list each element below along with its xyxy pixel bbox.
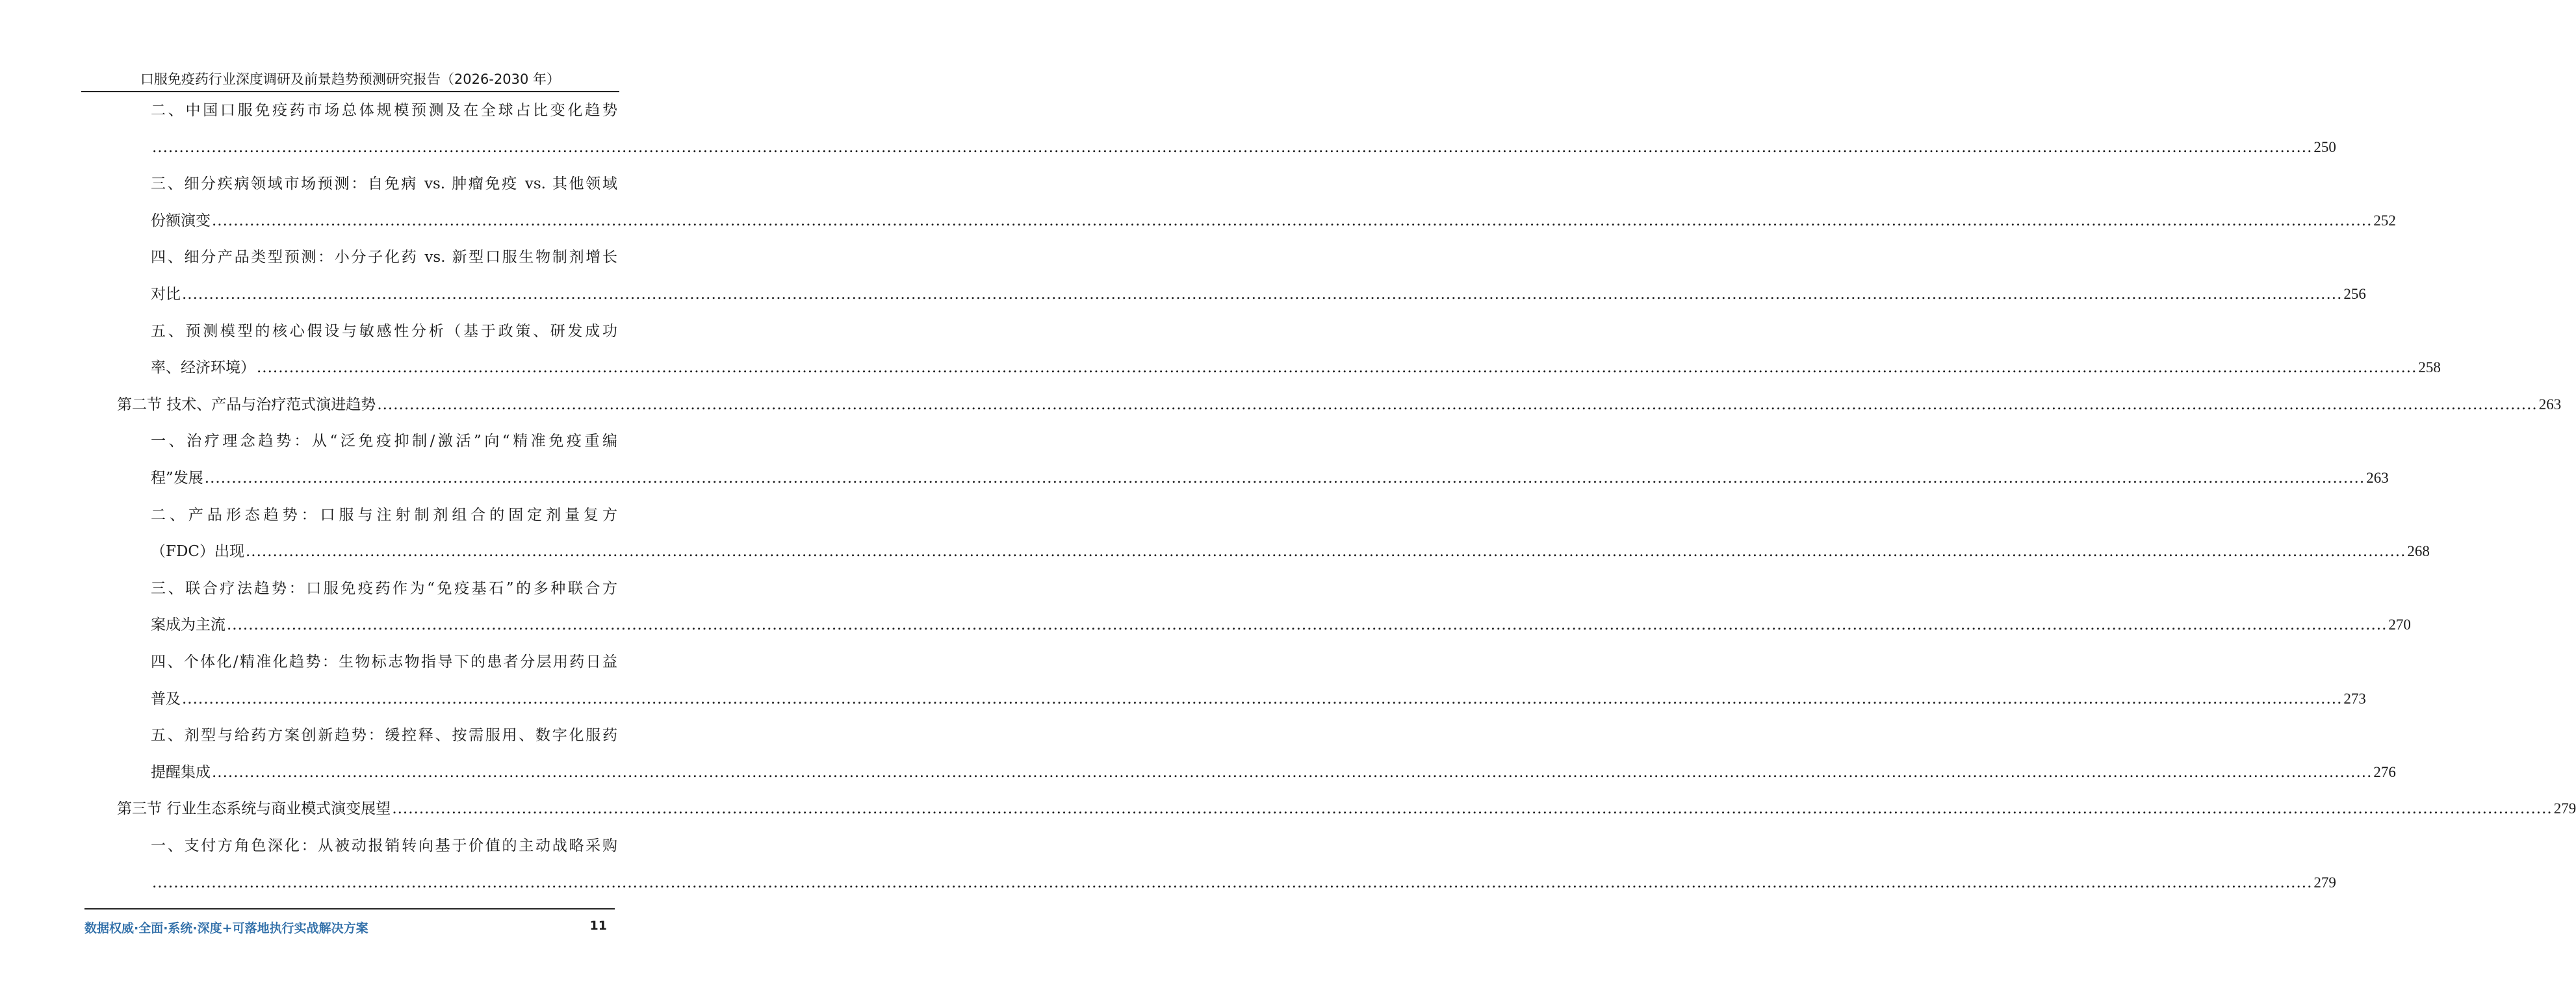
toc-entry-text: 五、预测模型的核心假设与敏感性分析（基于政策、研发成功 <box>151 322 617 340</box>
toc-entry-text: 对比 <box>151 286 181 303</box>
footer-divider <box>84 908 615 909</box>
toc-entry-text: 四、个体化/精准化趋势：生物标志物指导下的患者分层用药日益 <box>151 654 617 670</box>
page-number: 11 <box>589 919 607 933</box>
toc-entry-text: 二、产品形态趋势：口服与注射制剂组合的固定剂量复方 <box>151 506 617 524</box>
toc-leader-dots: ................................................................................................................................................................................................................................................................................................................................................................................................................ <box>377 396 2538 413</box>
toc-entry-text: 一、支付方角色深化：从被动报销转向基于价值的主动战略采购 <box>151 837 617 854</box>
footer-slogan: 数据权威·全面·系统·深度+可落地执行实战解决方案 <box>84 921 368 935</box>
toc-entry-text: 程”发展 <box>151 470 203 487</box>
toc-entry-text: 五、剂型与给药方案创新趋势：缓控释、按需服用、数字化服药 <box>151 727 617 744</box>
toc-entry[interactable] <box>151 756 2396 782</box>
toc-entry[interactable] <box>151 609 2411 635</box>
toc-page-number: 273 <box>2343 690 2366 707</box>
toc-entry-text: （FDC）出现 <box>151 543 244 561</box>
toc-page-number: 263 <box>2366 470 2389 486</box>
toc-entry-text: 份额演变 <box>151 212 211 229</box>
toc-leader-dots: ................................................................................................................................................................................................................................................................................................................................................................................................................ <box>182 690 2343 707</box>
toc-page-number: 276 <box>2373 763 2396 780</box>
toc-entry-line[interactable] <box>151 499 617 525</box>
toc-entry-line[interactable] <box>151 425 617 451</box>
toc-leader-dots: ................................................................................................................................................................................................................................................................................................................................................................................................................ <box>212 763 2373 781</box>
toc-entry-text: 四、细分产品类型预测：小分子化药 vs. 新型口服生物制剂增长 <box>151 249 617 266</box>
toc-entry-text: 率、经济环境） <box>151 359 255 377</box>
toc-entry-text: 普及 <box>151 690 181 707</box>
toc-entry-text: 三、细分疾病领域市场预测：自免病 vs. 肿瘤免疫 vs. 其他领域 <box>151 175 617 193</box>
toc-entry-line[interactable] <box>151 168 617 194</box>
toc-entry-line[interactable] <box>151 315 617 341</box>
toc-entry-line[interactable] <box>151 646 617 672</box>
toc-leader-dots: ................................................................................................................................................................................................................................................................................................................................................................................................................ <box>182 286 2343 303</box>
toc-leader-dots: ................................................................................................................................................................................................................................................................................................................................................................................................................ <box>227 617 2388 634</box>
toc-leader-dots: ................................................................................................................................................................................................................................................................................................................................................................................................................ <box>246 543 2406 561</box>
toc-page-number: 252 <box>2373 212 2396 229</box>
toc-leader-dots: ................................................................................................................................................................................................................................................................................................................................................................................................................ <box>204 470 2365 487</box>
toc-entry-text: 案成为主流 <box>151 617 225 634</box>
toc-entry[interactable] <box>151 867 2336 893</box>
toc-entry[interactable] <box>117 388 2562 414</box>
toc-leader-dots: ................................................................................................................................................................................................................................................................................................................................................................................................................ <box>152 138 2313 156</box>
toc-entry-line[interactable] <box>151 94 617 120</box>
toc-entry[interactable] <box>151 535 2430 561</box>
toc-entry[interactable] <box>151 131 2336 157</box>
toc-page-number: 268 <box>2407 543 2430 560</box>
toc-entry-line[interactable] <box>151 572 617 598</box>
toc-entry-text: 一、治疗理念趋势：从“泛免疫抑制/激活”向“精准免疫重编 <box>151 433 617 450</box>
toc-leader-dots: ................................................................................................................................................................................................................................................................................................................................................................................................................ <box>392 800 2553 818</box>
toc-page-number: 270 <box>2388 617 2411 633</box>
toc-page-number: 250 <box>2313 138 2336 155</box>
toc-entry-text: 二、中国口服免疫药市场总体规模预测及在全球占比变化趋势 <box>151 102 617 119</box>
toc-entry[interactable] <box>151 205 2396 231</box>
toc-entry-line[interactable] <box>151 830 617 856</box>
toc-entry-line[interactable] <box>151 719 617 745</box>
toc-entry[interactable] <box>151 683 2366 709</box>
report-title: 口服免疫药行业深度调研及前景趋势预测研究报告（2026-2030 年） <box>140 71 561 87</box>
toc-entry[interactable] <box>151 351 2441 377</box>
toc-entry-line[interactable] <box>151 241 617 267</box>
toc-page-number: 279 <box>2313 874 2336 891</box>
toc-entry-text: 第二节 技术、产品与治疗范式演进趋势 <box>117 396 376 413</box>
toc-page-number: 256 <box>2343 286 2366 302</box>
toc-entry[interactable] <box>151 462 2389 488</box>
toc-leader-dots: ................................................................................................................................................................................................................................................................................................................................................................................................................ <box>257 359 2417 377</box>
toc-entry[interactable] <box>151 278 2366 304</box>
toc-page-number: 263 <box>2538 396 2562 413</box>
toc-entry-text: 第三节 行业生态系统与商业模式演变展望 <box>117 800 391 818</box>
toc-page-number: 258 <box>2418 359 2441 376</box>
toc-entry-text: 提醒集成 <box>151 763 211 781</box>
toc-entry[interactable] <box>117 793 2576 819</box>
toc-page-number: 279 <box>2553 800 2576 817</box>
toc-entry-text: 三、联合疗法趋势：口服免疫药作为“免疫基石”的多种联合方 <box>151 579 617 597</box>
toc-leader-dots: ................................................................................................................................................................................................................................................................................................................................................................................................................ <box>152 874 2313 891</box>
toc-leader-dots: ................................................................................................................................................................................................................................................................................................................................................................................................................ <box>212 212 2373 229</box>
